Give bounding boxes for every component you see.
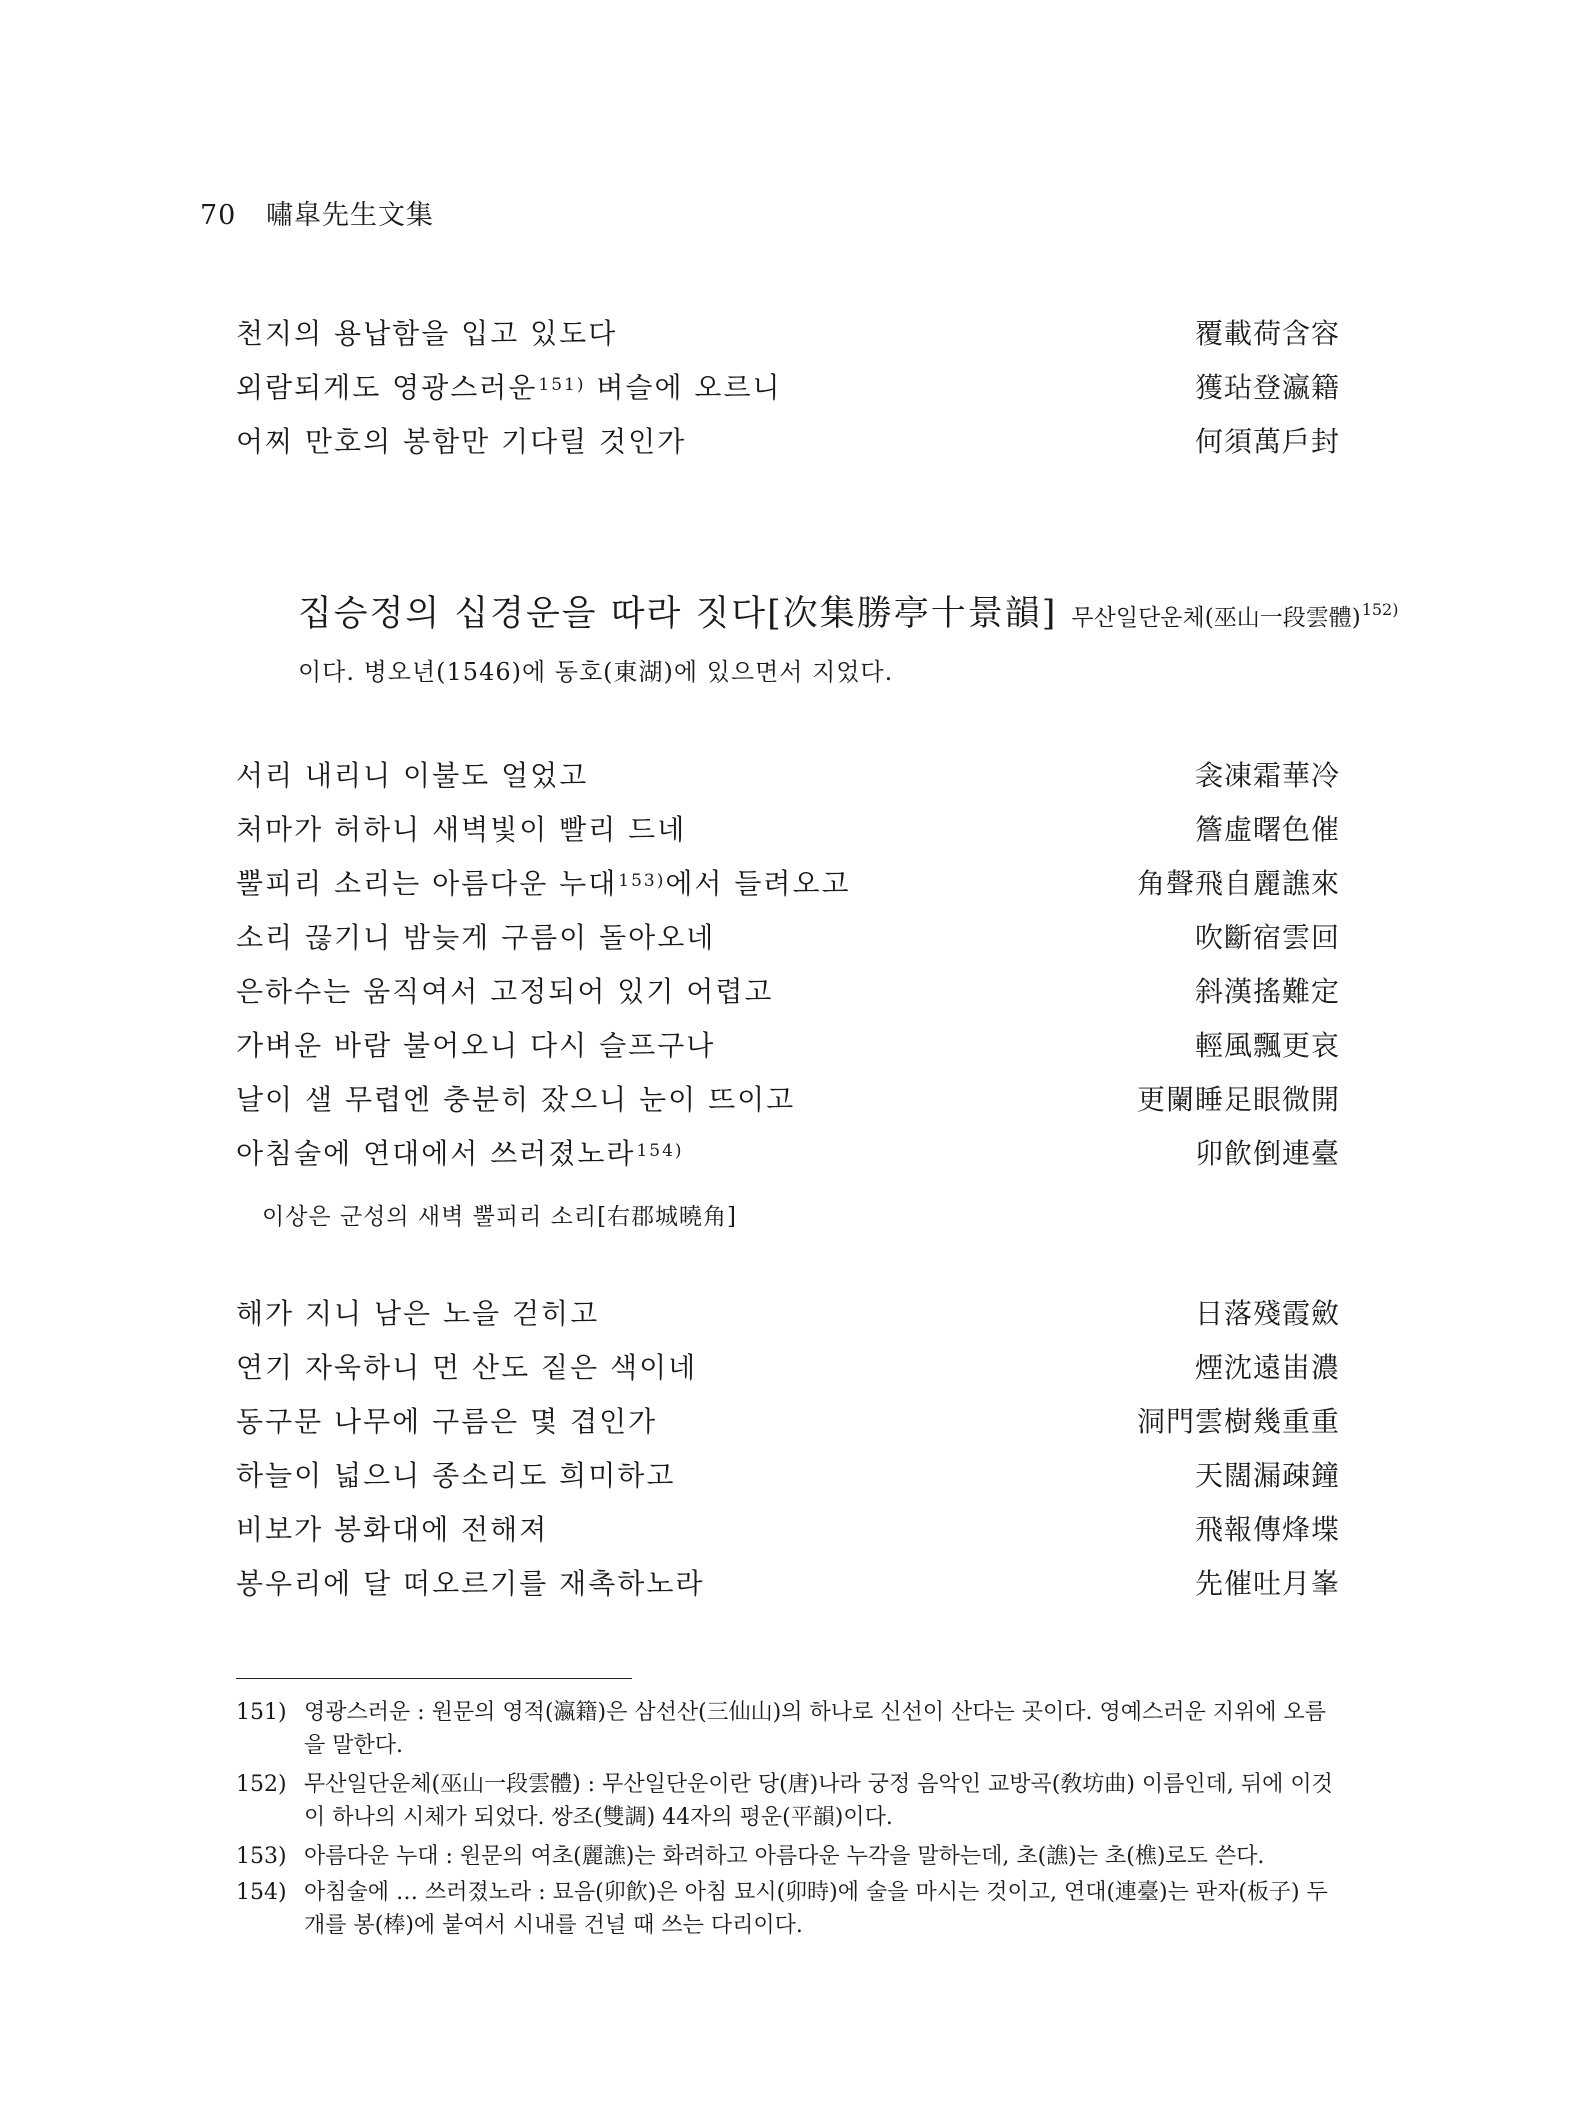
footnote-number: 152) [236, 1772, 287, 1797]
korean-verse: 서리 내리니 이불도 얼었고 [236, 759, 589, 792]
footnote-ref[interactable]: 152) [1361, 600, 1399, 619]
footnote [236, 1840, 1346, 1873]
korean-verse: 봉우리에 달 떠오르기를 재촉하노라 [236, 1567, 705, 1600]
poem-line [236, 1346, 1340, 1386]
section-subtitle: 이다. 병오년(1546)에 동호(東湖)에 있으면서 지었다. [298, 658, 894, 686]
poem-line [236, 312, 1340, 352]
korean-verse: 하늘이 넓으니 종소리도 희미하고 [236, 1459, 676, 1492]
korean-verse [236, 366, 782, 406]
footnote-ref[interactable]: 151) [538, 375, 586, 395]
korean-verse: 천지의 용납함을 입고 있도다 [236, 317, 618, 350]
poem-line [236, 916, 1340, 956]
footnote [236, 1876, 1346, 1942]
footnote-ref[interactable]: 154) [636, 1141, 684, 1161]
footnote-number: 154) [236, 1880, 287, 1905]
chinese-verse: 何須萬戶封 [1194, 425, 1340, 458]
verse-text: 뿔피리 소리는 아름다운 누대 [236, 867, 618, 900]
poem-line [236, 1508, 1340, 1548]
verse-text: 외람되게도 영광스러운 [236, 371, 538, 404]
poem-line [236, 366, 1340, 406]
footnote-divider [236, 1678, 632, 1679]
verse-text-cont: 에서 들려오고 [665, 867, 851, 900]
chinese-verse: 斜漢搖難定 [1194, 975, 1340, 1008]
korean-verse: 해가 지니 남은 노을 걷히고 [236, 1297, 600, 1330]
chinese-verse: 覆載荷含容 [1194, 317, 1340, 350]
chinese-verse: 天闊漏疎鐘 [1194, 1459, 1340, 1492]
footnote-ref[interactable]: 153) [618, 871, 666, 891]
poem-line [236, 1078, 1340, 1118]
poem-line [236, 420, 1340, 460]
footnote-text: 아름다운 누대 : 원문의 여초(麗譙)는 화려하고 아름다운 누각을 말하는데, 초(譙)는 초(樵)로도 쓴다. [304, 1844, 1265, 1869]
verse-text: 아침술에 연대에서 쓰러졌노라 [236, 1137, 636, 1170]
korean-verse: 비보가 봉화대에 전해져 [236, 1513, 549, 1546]
poem-line [236, 1400, 1340, 1440]
korean-verse: 처마가 허하니 새벽빛이 빨리 드네 [236, 813, 687, 846]
chinese-verse: 輕風飄更哀 [1194, 1029, 1340, 1062]
page-number: 70 [200, 200, 237, 231]
poem-line [236, 1292, 1340, 1332]
footnote-text: 무산일단운체(巫山一段雲體) : 무산일단운이란 당(唐)나라 궁정 음악인 교방곡(敎坊曲) 이름인데, 뒤에 이것이 하나의 시체가 되었다. 쌍조(雙調) 44자의 평운(平韻)이다. [304, 1772, 1333, 1830]
korean-verse: 날이 샐 무렵엔 충분히 잤으니 눈이 뜨이고 [236, 1083, 796, 1116]
running-header [200, 193, 434, 232]
chinese-verse: 先催吐月峯 [1194, 1567, 1340, 1600]
korean-verse [236, 862, 851, 902]
title-korean: 집승정의 십경운을 따라 짓다 [298, 594, 768, 634]
poem-line [236, 862, 1340, 902]
korean-verse: 어찌 만호의 봉함만 기다릴 것인가 [236, 425, 687, 458]
chinese-verse: 吹斷宿雲回 [1194, 921, 1340, 954]
footnote [236, 1768, 1346, 1834]
korean-verse: 동구문 나무에 구름은 몇 겹인가 [236, 1405, 658, 1438]
korean-verse: 연기 자욱하니 먼 산도 짙은 색이네 [236, 1351, 698, 1384]
poem-line [236, 1132, 1340, 1172]
chinese-verse: 衾凍霜華冷 [1194, 759, 1340, 792]
chinese-verse: 簷虛曙色催 [1194, 813, 1340, 846]
book-title: 嘯皐先生文集 [265, 200, 434, 231]
form-label [1071, 600, 1399, 631]
korean-verse [236, 1132, 684, 1172]
poem-line [236, 1024, 1340, 1064]
chinese-verse: 洞門雲樹幾重重 [1136, 1405, 1340, 1438]
chinese-verse: 煙沈遠峀濃 [1194, 1351, 1340, 1384]
chinese-verse: 獲玷登瀛籍 [1194, 371, 1340, 404]
footnote-text: 영광스러운 : 원문의 영적(瀛籍)은 삼선산(三仙山)의 하나로 신선이 산다는 곳이다. 영예스러운 지위에 오름을 말한다. [304, 1700, 1326, 1758]
footnote-number: 153) [236, 1844, 287, 1869]
poem-line [236, 754, 1340, 794]
poem-line [236, 1562, 1340, 1602]
poem-caption: 이상은 군성의 새벽 뿔피리 소리[右郡城曉角] [262, 1204, 738, 1230]
footnote-text: 아침술에 … 쓰러졌노라 : 묘음(卯飮)은 아침 묘시(卯時)에 술을 마시는 것이고, 연대(連臺)는 판자(板子) 두 개를 봉(棒)에 붙여서 시내를 건널 때 쓰는 다리이다. [304, 1880, 1328, 1938]
title-chinese: [次集勝亭十景韻] [767, 594, 1058, 634]
korean-verse: 소리 끊기니 밤늦게 구름이 돌아오네 [236, 921, 716, 954]
chinese-verse: 日落殘霞斂 [1194, 1297, 1340, 1330]
chinese-verse: 更闌睡足眼微開 [1136, 1083, 1340, 1116]
footnote [236, 1696, 1346, 1762]
korean-verse: 은하수는 움직여서 고정되어 있기 어렵고 [236, 975, 774, 1008]
poem-line [236, 970, 1340, 1010]
footnote-number: 151) [236, 1700, 287, 1725]
chinese-verse: 飛報傳烽堞 [1194, 1513, 1340, 1546]
verse-text-cont: 벼슬에 오르니 [585, 371, 782, 404]
chinese-verse: 角聲飛自麗譙來 [1136, 867, 1340, 900]
form-label-text: 무산일단운체(巫山一段雲體) [1071, 605, 1361, 631]
korean-verse: 가벼운 바람 불어오니 다시 슬프구나 [236, 1029, 716, 1062]
chinese-verse: 卯飮倒連臺 [1194, 1137, 1340, 1170]
poem-line [236, 1454, 1340, 1494]
poem-line [236, 808, 1340, 848]
section-title [298, 586, 1399, 636]
